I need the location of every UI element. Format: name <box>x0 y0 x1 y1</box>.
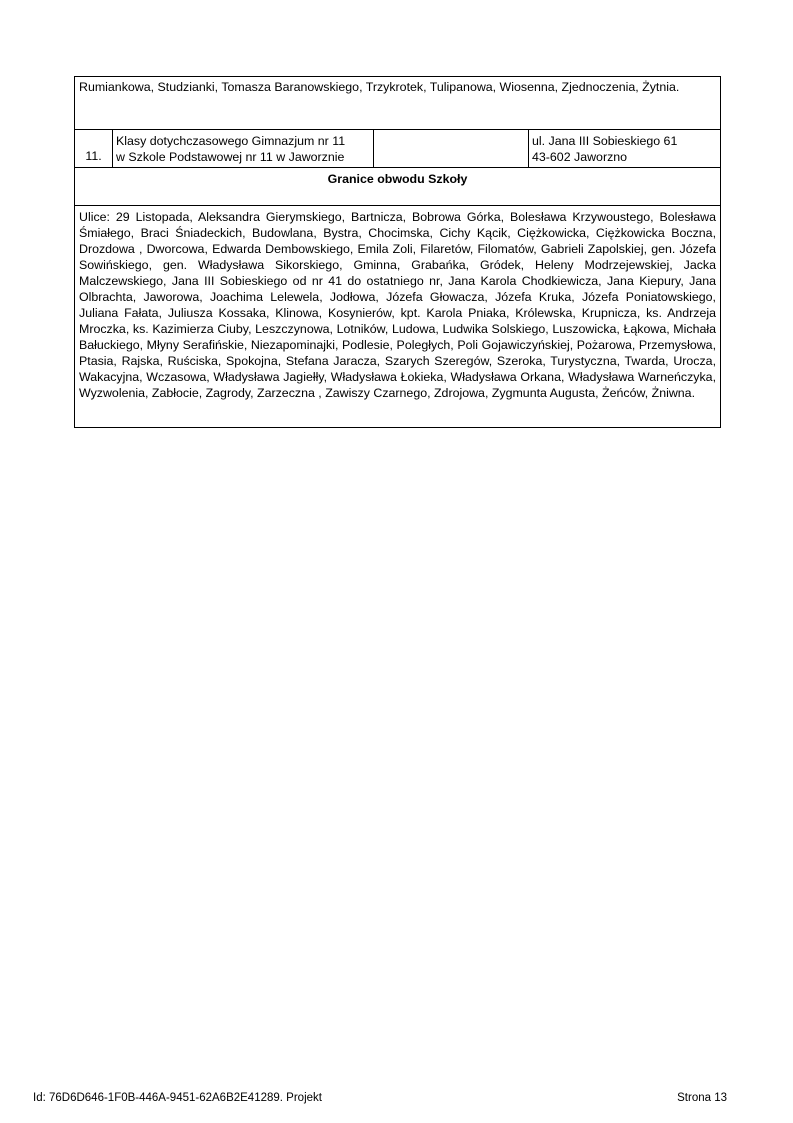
boundaries-heading-cell <box>75 168 721 206</box>
school-number-cell <box>75 130 113 168</box>
school-address-line-1: ul. Jana III Sobieskiego 61 <box>532 134 678 148</box>
document-id: Id: 76D6D646-1F0B-446A-9451-62A6B2E41289. Projekt <box>33 1092 322 1104</box>
school-name-line-1: Klasy dotychczasowego Gimnazjum nr 11 <box>116 134 346 148</box>
streets-text: Ulice: 29 Listopada, Aleksandra Gierymskiego, Bartnicza, Bobrowa Górka, Bolesława Krzywoustego, Bolesława Śmiałego, Braci Śniadeckich, Budowlana, Bystra, Chocimska, Cichy Kącik, Ciężkowicka, Ciężkowicka Boczna, Drozdowa , Dworcowa, Edwarda Dembowskiego, Emila Zoli, Filaretów, Filomatów, Gabrieli Zapolskiej, gen. Józefa Sowińskiego, gen. Władysława Sikorskiego, Gminna, Grabańka, Gródek, Heleny Modrzejewskiej, Jacka Malczewskiego, Jana III Sobieskiego od nr 41 do ostatniego nr, Jana Karola Chodkiewicza, Jana Kiepury, Jana Olbrachta, Jaworowa, Joachima Lelewela, Jodłowa, Józefa Głowacza, Józefa Kruka, Józefa Poniatowskiego, Juliana Fałata, Juliusza Kossaka, Klinowa, Kosynierów, kpt. Karola Pniaka, Królewska, Krupnicza, ks. Andrzeja Mroczka, ks. Kazimierza Ciuby, Leszczynowa, Lotników, Ludowa, Ludwika Solskiego, Luszowicka, Łąkowa, Michała Bałuckiego, Młyny Serafińskie, Niezapominajki, Podlesie, Poległych, Poli Gojawiczyńskiej, Pożarowa, Przemysłowa, Ptasia, Rajska, Ruściska, Spokojna, Stefana Jaracza, Szarych Szeregów, Szeroka, Turystyczna, Twarda, Urocza, Wakacyjna, Wczasowa, Władysława Jagiełły, Władysława Łokieka, Władysława Orkana, Władysława Warneńczyka, Wyzwolenia, Zabłocie, Zagrody, Zarzeczna , Zawiszy Czarnego, Zdrojowa, Zygmunta Augusta, Żeńców, Żniwna. <box>79 210 717 400</box>
school-name-cell <box>113 130 374 168</box>
school-name-line-2: w Szkole Podstawowej nr 11 w Jaworznie <box>116 150 345 164</box>
empty-cell <box>374 130 529 168</box>
school-row <box>75 130 721 168</box>
school-address-line-2: 43-602 Jaworzno <box>532 150 628 164</box>
school-address-cell <box>529 130 721 168</box>
previous-streets-text: Rumiankowa, Studzianki, Tomasza Baranowskiego, Trzykrotek, Tulipanowa, Wiosenna, Zjednoczenia, Żytnia. <box>79 80 680 94</box>
boundaries-heading-row <box>75 168 721 206</box>
page-number: Strona 13 <box>677 1092 727 1104</box>
streets-row <box>75 206 721 428</box>
boundaries-heading: Granice obwodu Szkoły <box>327 172 468 186</box>
previous-streets-cell <box>75 77 721 130</box>
streets-cell <box>75 206 721 428</box>
school-number: 11. <box>85 149 102 163</box>
previous-streets-row <box>75 77 721 130</box>
school-district-table <box>74 76 721 428</box>
